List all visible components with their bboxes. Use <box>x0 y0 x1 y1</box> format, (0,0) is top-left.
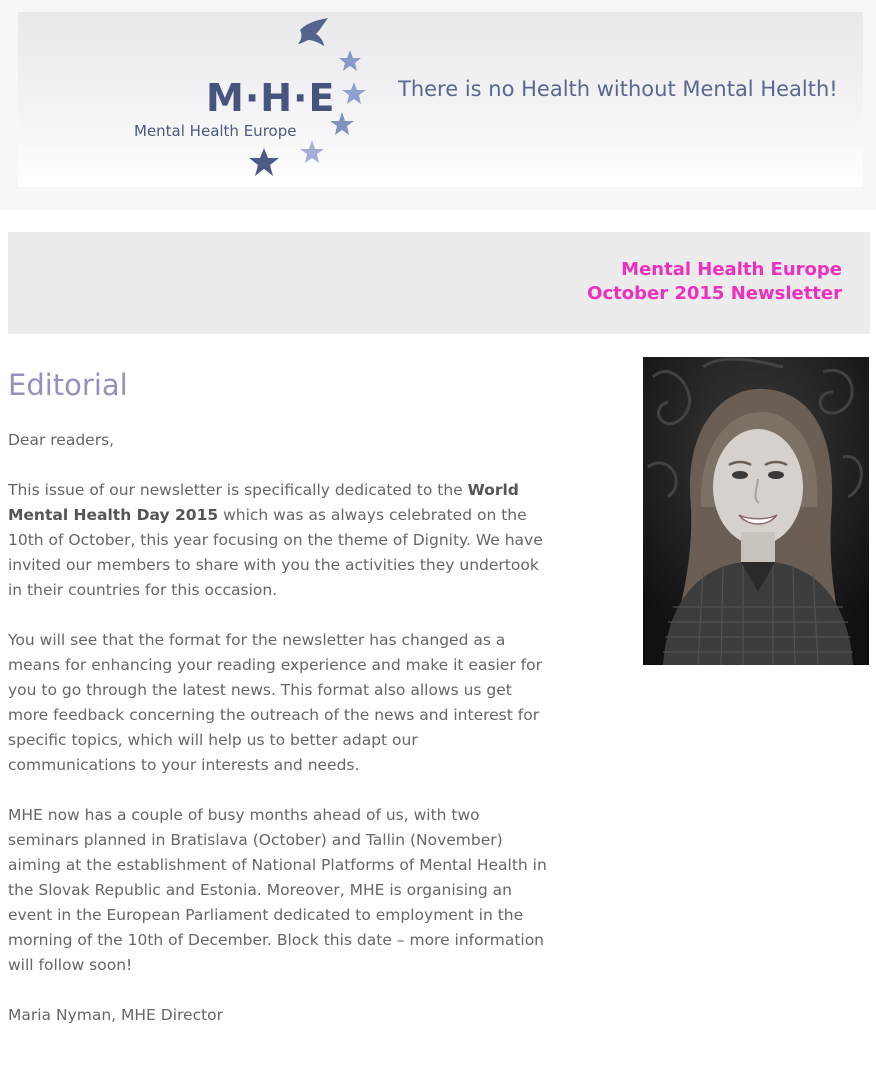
paragraph-3: MHE now has a couple of busy months ahead of us, with two seminars planned in Bratislava (October) and Tallin (November) aiming at the establishment of National Platforms of Mental Health in the Slovak Republic and Estonia. Moreover, MHE is organising an event in the European Parliament dedicated to employment in the morning of the 10th of December. Block this date – more information will follow soon! <box>8 806 547 974</box>
signature: Maria Nyman, MHE Director <box>8 1006 224 1024</box>
header-banner <box>18 12 863 187</box>
portrait-image <box>643 357 869 665</box>
world-mental-health-day-emphasis: World Mental Health Day 2015 <box>8 481 519 524</box>
editorial-heading: Editorial <box>8 368 128 402</box>
star-icon <box>339 50 361 71</box>
newsletter-issue-title: October 2015 Newsletter <box>587 283 842 304</box>
newsletter-org-title: Mental Health Europe <box>621 259 842 280</box>
logo-name: Mental Health Europe <box>134 122 297 140</box>
paragraph-1: This issue of our newsletter is specifically dedicated to the World Mental Health Day 2015 which was as always celebrated on the 10th of October, this year focusing on the theme of Dignity. We have invited our members to share with you the activities they undertook in their countries for this occasion. <box>8 481 543 599</box>
star-icon <box>249 148 279 176</box>
star-icon <box>300 140 324 163</box>
header-band <box>0 0 876 210</box>
logo-letters: M·H·E <box>206 76 336 120</box>
header-tagline: There is no Health without Mental Health! <box>398 77 838 101</box>
greeting: Dear readers, <box>8 431 115 449</box>
paragraph-2: You will see that the format for the newsletter has changed as a means for enhancing your reading experience and make it easier for you to go through the latest news. This format also allows us get more feedback concerning the outreach of the news and interest for specific topics, which will help us to better adapt our communications to your interests and needs. <box>8 631 542 774</box>
star-icon <box>342 82 366 104</box>
director-photo <box>643 357 869 665</box>
editorial-body <box>8 428 548 1053</box>
bird-icon <box>298 18 328 46</box>
newsletter-title-bar <box>8 232 870 334</box>
